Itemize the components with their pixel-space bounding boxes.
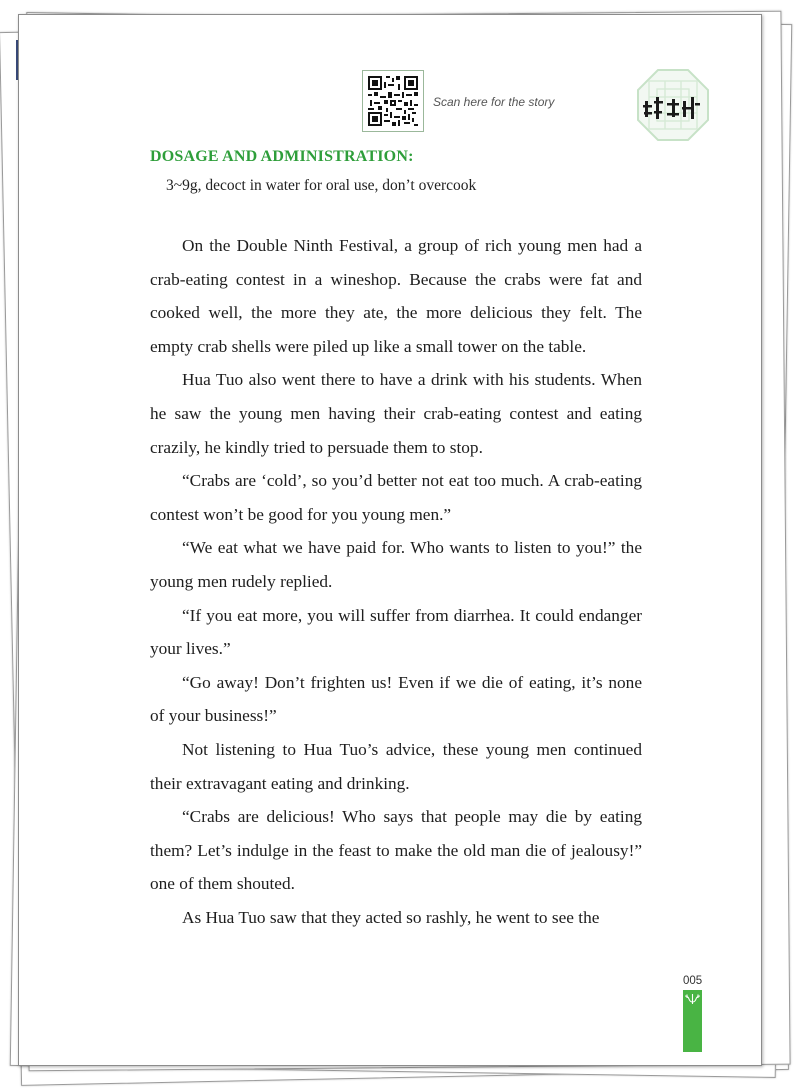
page-number: 005 [683, 975, 703, 987]
qr-caption: Scan here for the story [433, 95, 555, 109]
story-paragraph: “Go away! Don’t frighten us! Even if we die of eating, it’s none of your business!” [150, 672, 642, 726]
story-paragraph: “Crabs are ‘cold’, so you’d better not eat too much. A crab-eating contest won’t be good for you young men.” [150, 471, 642, 524]
qr-code-icon[interactable] [362, 70, 424, 132]
story-paragraph: “We eat what we have paid for. Who wants to listen to you!” the young men rudely replied. [150, 538, 642, 591]
book-page [18, 14, 762, 1066]
story-paragraph: “Crabs are delicious! Who says that people may die by eating them? Let’s indulge in the feast to make the old man die of jealousy!” one of them shouted. [150, 807, 642, 894]
page-tab [683, 990, 702, 1052]
dosage-text: 3~9g, decoct in water for oral use, don’t overcook [166, 177, 477, 194]
story-paragraph: Not listening to Hua Tuo’s advice, these young men continued their extravagant eating and drinking. [150, 739, 642, 793]
story-text [150, 229, 642, 934]
story-paragraph: On the Double Ninth Festival, a group of rich young men had a crab-eating contest in a wineshop. Because the crabs were fat and cooked well, the more they ate, the more delicious they felt. The empty crab shells were piled up like a small tower on the table. [150, 236, 642, 356]
story-paragraph: Hua Tuo also went there to have a drink with his students. When he saw the young men having their crab-eating contest and eating crazily, he kindly tried to persuade them to stop. [150, 370, 642, 457]
page-tab-ornament-icon [683, 993, 702, 1005]
story-paragraph: As Hua Tuo saw that they acted so rashly, he went to see the [182, 907, 600, 927]
story-paragraph: “If you eat more, you will suffer from diarrhea. It could endanger your lives.” [150, 605, 642, 659]
herbal-logo-icon [635, 67, 711, 143]
dosage-heading: DOSAGE AND ADMINISTRATION: [150, 148, 414, 165]
